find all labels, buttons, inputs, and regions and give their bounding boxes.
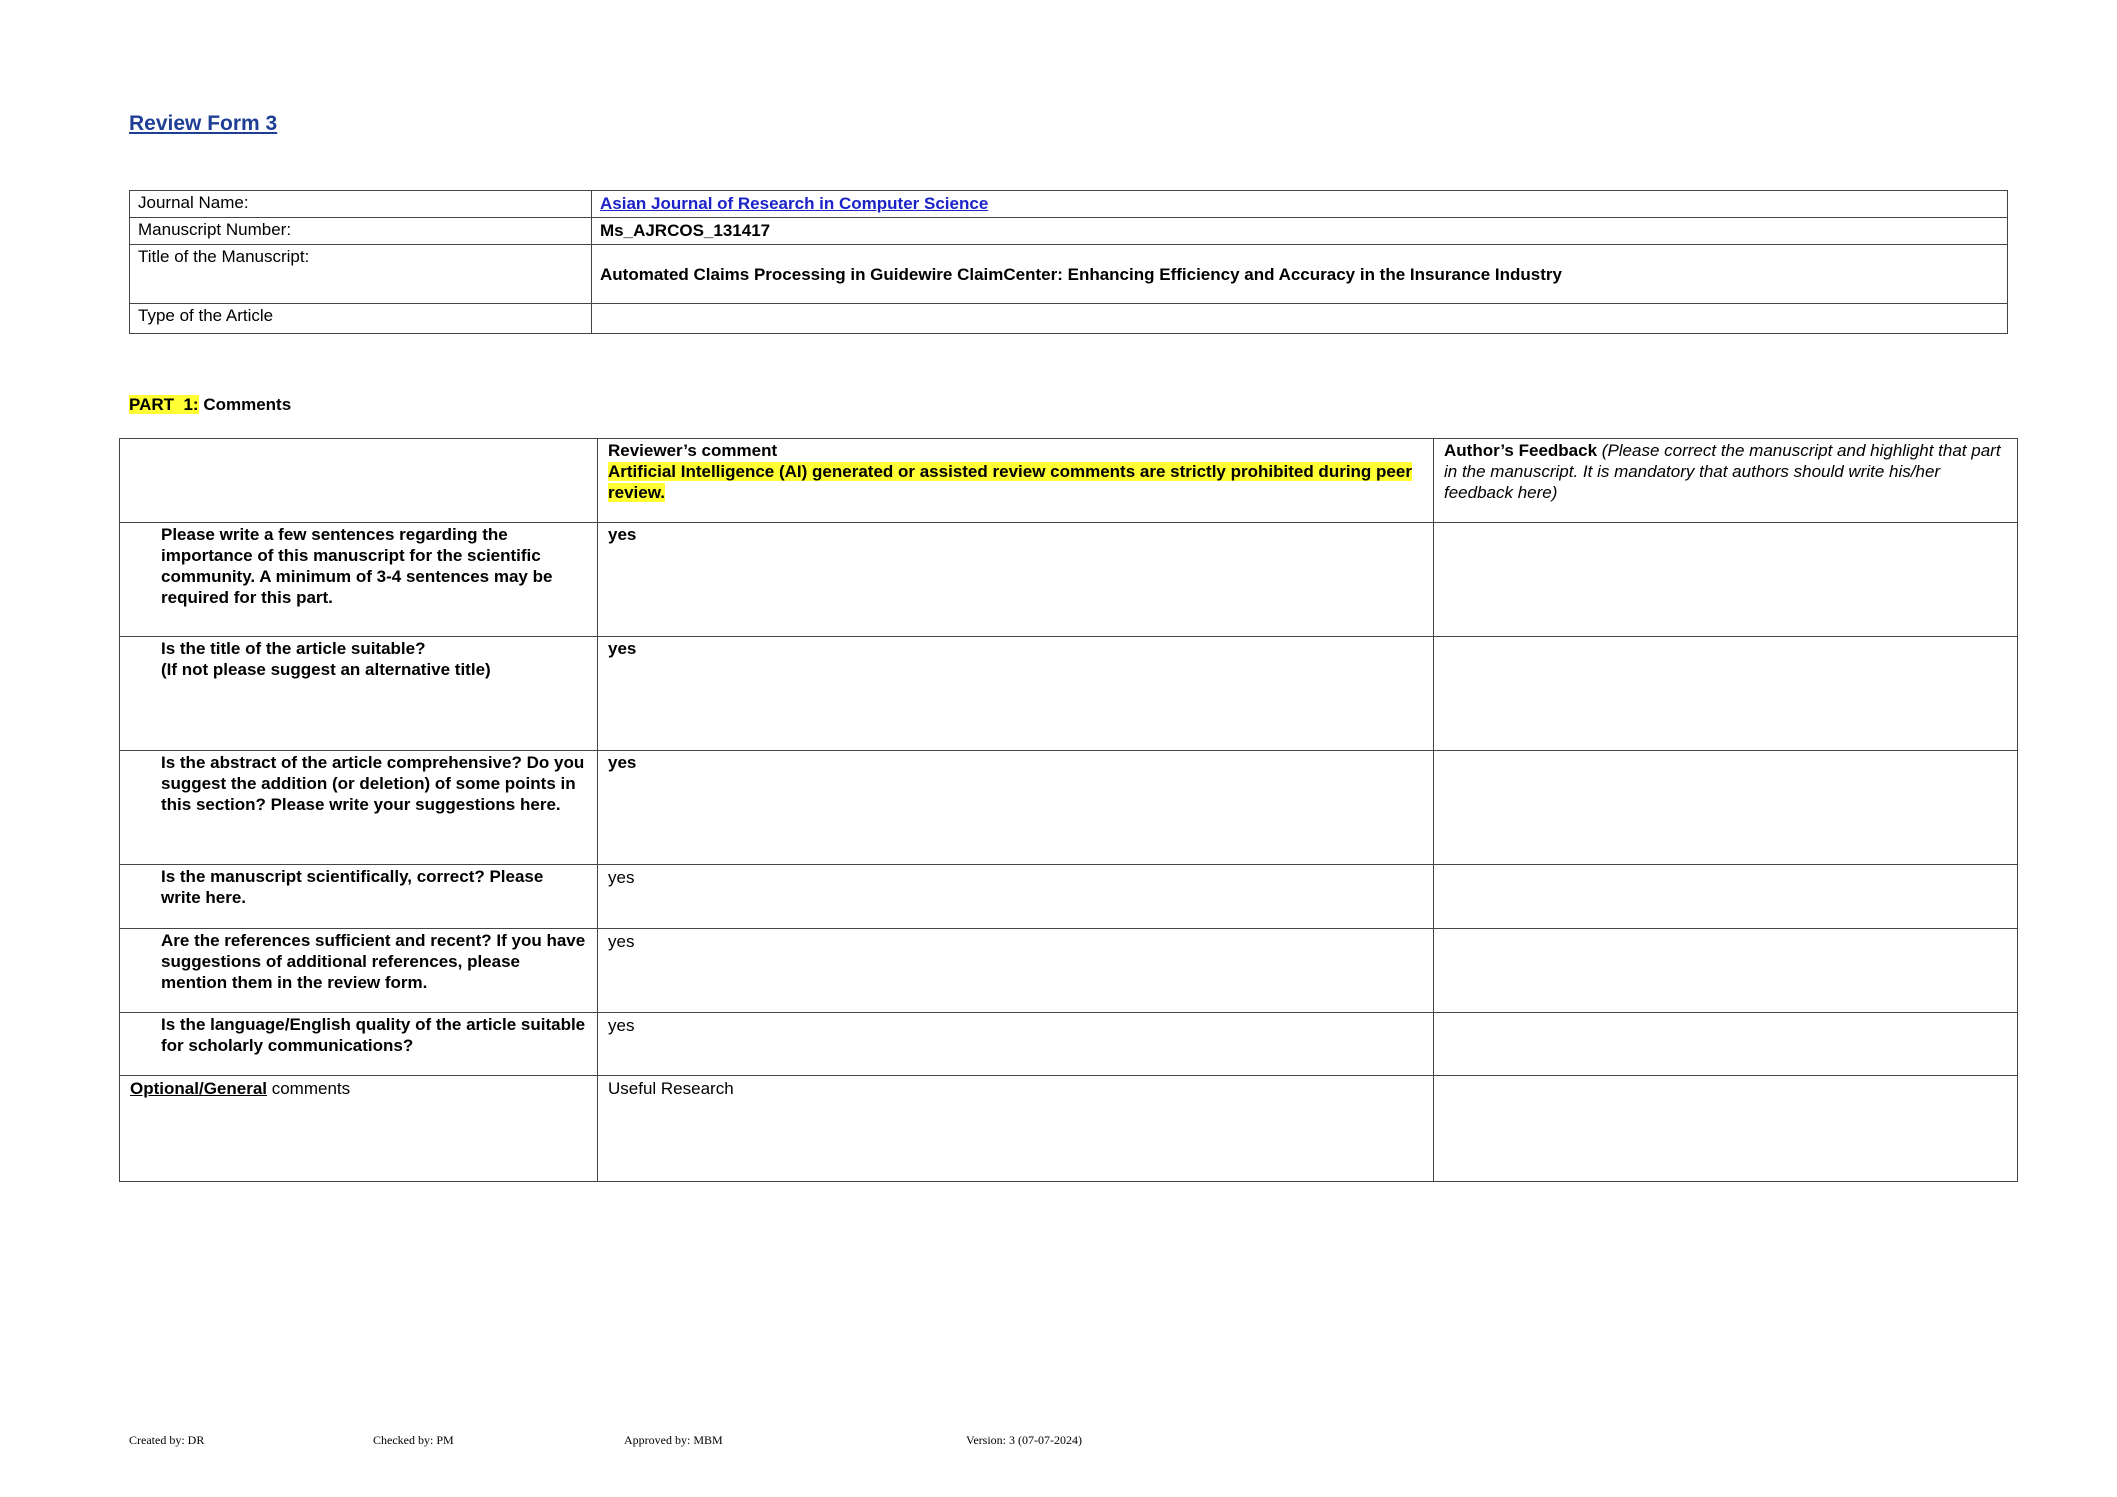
author-header: Author’s Feedback: [1444, 441, 1598, 460]
part1-label: PART 1:: [129, 395, 199, 414]
author-header-note: (Please correct the manuscript and highlight that part in the manuscript. It is mandatory that authors should write his/her feedback here): [1444, 441, 2001, 502]
optional-comments-label: Optional/General comments: [120, 1076, 598, 1182]
question-abstract: Is the abstract of the article comprehensive? Do you suggest the addition (or deletion) of some points in this section? Please write your suggestions here.: [120, 751, 598, 865]
journal-name-row: [130, 191, 2008, 218]
table-row: [120, 865, 2018, 929]
header-blank-cell: [120, 439, 598, 523]
manuscript-title-value: Automated Claims Processing in Guidewire ClaimCenter: Enhancing Efficiency and Accuracy in the Insurance Industry: [592, 245, 2008, 304]
reviewer-comment-references[interactable]: yes: [598, 929, 1434, 1013]
table-row: [120, 637, 2018, 751]
footer-created: Created by: DR: [129, 1433, 205, 1447]
reviewer-comment-abstract[interactable]: yes: [598, 751, 1434, 865]
journal-name-label: Journal Name:: [130, 191, 592, 218]
manuscript-number-row: [130, 218, 2008, 245]
author-feedback-abstract[interactable]: [1434, 751, 2018, 865]
table-row: [120, 929, 2018, 1013]
author-feedback-scientific[interactable]: [1434, 865, 2018, 929]
reviewer-comment-importance[interactable]: yes: [598, 523, 1434, 637]
article-type-label: Type of the Article: [130, 304, 592, 334]
reviewer-header-cell: [598, 439, 1434, 523]
table-row: [120, 1013, 2018, 1076]
article-type-value[interactable]: [592, 304, 2008, 334]
manuscript-number-value: Ms_AJRCOS_131417: [592, 218, 2008, 245]
footer-checked: Checked by: PM: [373, 1433, 454, 1447]
question-references: Are the references sufficient and recent? If you have suggestions of additional references, please mention them in the review form.: [120, 929, 598, 1013]
ai-warning: Artificial Intelligence (AI) generated or assisted review comments are strictly prohibited during peer review.: [608, 462, 1412, 502]
author-feedback-optional[interactable]: [1434, 1076, 2018, 1182]
reviewer-header: Reviewer’s comment: [608, 441, 778, 460]
table-row: [120, 751, 2018, 865]
question-scientific: Is the manuscript scientifically, correct? Please write here.: [120, 865, 598, 929]
manuscript-info-table: [129, 190, 2008, 334]
form-title: Review Form 3: [129, 112, 278, 135]
author-feedback-importance[interactable]: [1434, 523, 2018, 637]
journal-name-value: [592, 191, 2008, 218]
reviewer-comment-optional[interactable]: Useful Research: [598, 1076, 1434, 1182]
author-header-cell: [1434, 439, 2018, 523]
article-type-row: [130, 304, 2008, 334]
part1-heading-text: Comments: [203, 395, 292, 414]
manuscript-title-row: [130, 245, 2008, 304]
reviewer-comment-language[interactable]: yes: [598, 1013, 1434, 1076]
author-feedback-references[interactable]: [1434, 929, 2018, 1013]
question-title: Is the title of the article suitable? (If not please suggest an alternative title): [120, 637, 598, 751]
author-feedback-language[interactable]: [1434, 1013, 2018, 1076]
question-language: Is the language/English quality of the article suitable for scholarly communications?: [120, 1013, 598, 1076]
manuscript-title-label: Title of the Manuscript:: [130, 245, 592, 304]
footer-version: Version: 3 (07-07-2024): [966, 1433, 1082, 1447]
table-row: [120, 523, 2018, 637]
manuscript-number-label: Manuscript Number:: [130, 218, 592, 245]
journal-name-link[interactable]: Asian Journal of Research in Computer Science: [600, 194, 989, 213]
footer-approved: Approved by: MBM: [624, 1433, 723, 1447]
optional-comments-row: [120, 1076, 2018, 1182]
reviewer-comment-title[interactable]: yes: [598, 637, 1434, 751]
comments-table: [119, 438, 2018, 1182]
author-feedback-title[interactable]: [1434, 637, 2018, 751]
reviewer-comment-scientific[interactable]: yes: [598, 865, 1434, 929]
comments-header-row: [120, 439, 2018, 523]
part1-heading: [129, 395, 291, 415]
question-importance: Please write a few sentences regarding the importance of this manuscript for the scientific community. A minimum of 3-4 sentences may be required for this part.: [120, 523, 598, 637]
